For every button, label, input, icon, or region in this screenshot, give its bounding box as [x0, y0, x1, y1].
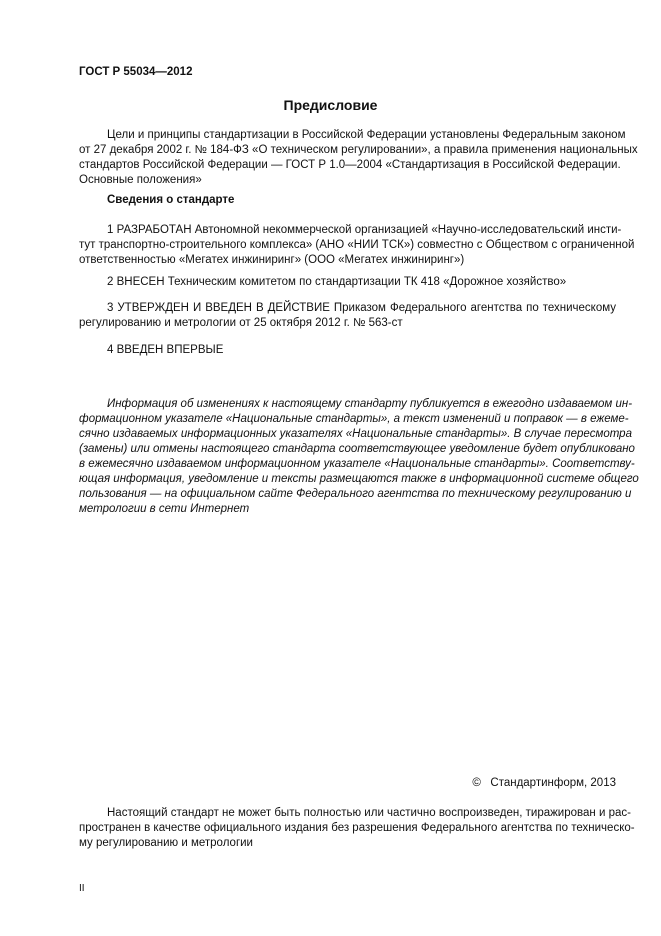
notice-line: Информация об изменениях к настоящему стандарту публикуется в ежегодно издаваемом ин-	[107, 398, 633, 410]
footer-line: пространен в качестве официального издания без разрешения Федерального агентства по техническо-	[79, 822, 635, 834]
item-line: регулированию и метрологии от 25 октября 2012 г. № 563-ст	[79, 317, 403, 329]
intro-line: от 27 декабря 2002 г. № 184-ФЗ «О техническом регулировании», а правила применения национальных	[79, 144, 638, 156]
notice-line: пользования — на официальном сайте Федерального агентства по техническому регулированию и	[79, 488, 632, 500]
item-line: ответственностью «Мегатех инжиниринг» (ООО «Мегатех инжиниринг»)	[79, 254, 465, 266]
item-line: 2 ВНЕСЕН Техническим комитетом по стандартизации ТК 418 «Дорожное хозяйство»	[107, 276, 567, 288]
document-code: ГОСТ Р 55034—2012	[79, 66, 193, 78]
notice-line: метрологии в сети Интернет	[79, 503, 250, 515]
notice-line: сячно издаваемых информационных указателях «Национальные стандарты». В случае пересмотра	[79, 428, 632, 440]
intro-line: Основные положения»	[79, 174, 202, 186]
section-heading: Сведения о стандарте	[107, 194, 235, 206]
footer-line: Настоящий стандарт не может быть полностью или частично воспроизведен, тиражирован и рас-	[107, 807, 631, 819]
item-line: 1 РАЗРАБОТАН Автономной некоммерческой организацией «Научно-исследовательский инсти-	[107, 224, 622, 236]
item-line: тут транспортно-строительного комплекса» (АНО «НИИ ТСК») совместно с Обществом с ограниченной	[79, 239, 635, 251]
page-title: Предисловие	[283, 97, 378, 113]
notice-line: в ежемесячно издаваемом информационном указателе «Национальные стандарты». Соответству-	[79, 458, 635, 470]
notice-line: формационном указателе «Национальные стандарты», а текст изменений и поправок — в ежеме-	[79, 413, 629, 425]
footer-line: му регулированию и метрологии	[79, 837, 253, 849]
item-line: 4 ВВЕДЕН ВПЕРВЫЕ	[107, 344, 224, 356]
notice-line: (замены) или отмены настоящего стандарта соответствующее уведомление будет опубликовано	[79, 443, 635, 455]
notice-line: ющая информация, уведомление и тексты размещаются также в информационной системе общего	[79, 473, 639, 485]
intro-line: стандартов Российской Федерации — ГОСТ Р 1.0—2004 «Стандартизация в Российской Федерации.	[79, 159, 621, 171]
item-line: 3 УТВЕРЖДЕН И ВВЕДЕН В ДЕЙСТВИЕ Приказом Федерального агентства по техническому	[107, 302, 616, 314]
copyright-line: © Стандартинформ, 2013	[472, 777, 616, 789]
intro-line: Цели и принципы стандартизации в Российской Федерации установлены Федеральным законом	[107, 129, 626, 141]
page-number: II	[79, 883, 85, 894]
